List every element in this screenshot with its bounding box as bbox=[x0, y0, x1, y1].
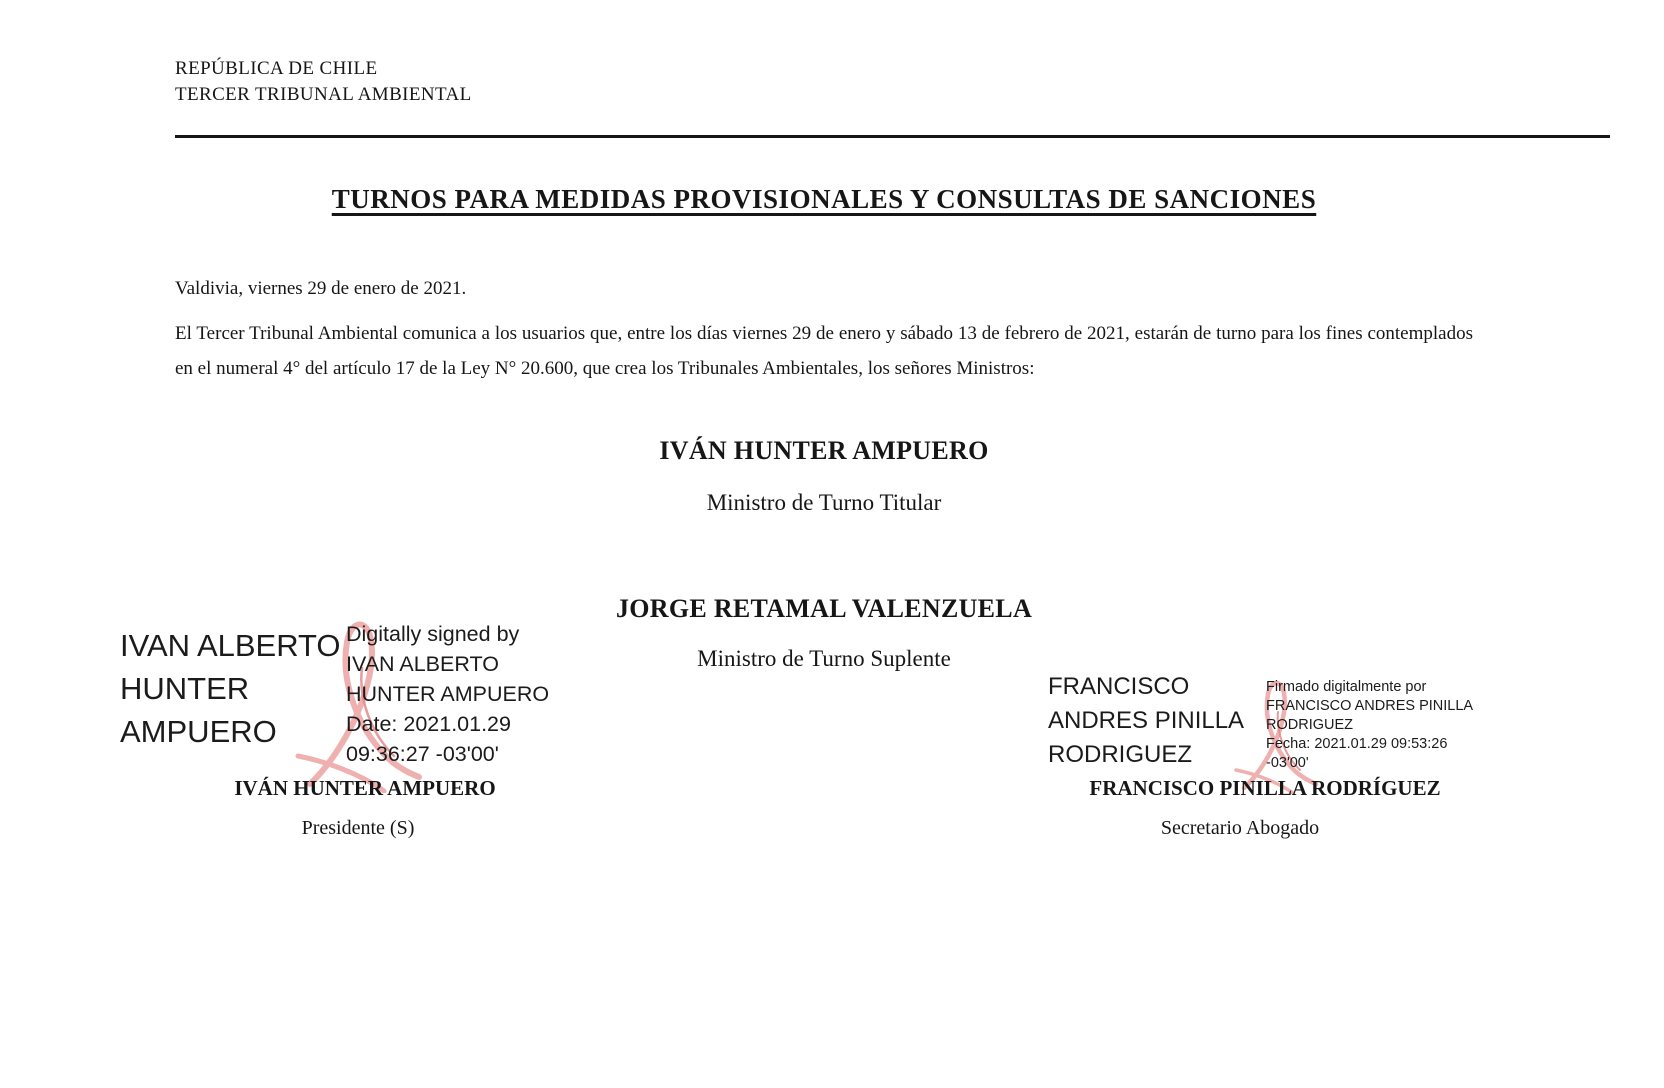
letterhead bbox=[175, 56, 472, 108]
stamp-detail-line: -03'00' bbox=[1266, 755, 1309, 771]
stamp-name-line: AMPUERO bbox=[120, 714, 277, 749]
stamp-name-line: RODRIGUEZ bbox=[1048, 741, 1192, 768]
signature-left-stamp-details bbox=[346, 619, 549, 769]
stamp-detail-line: Digitally signed by bbox=[346, 622, 520, 646]
stamp-detail-line: FRANCISCO ANDRES PINILLA bbox=[1266, 698, 1474, 714]
document-title: TURNOS PARA MEDIDAS PROVISIONALES Y CONSULTAS DE SANCIONES bbox=[331, 184, 1317, 214]
minister-titular-name: IVÁN HUNTER AMPUERO bbox=[659, 436, 989, 465]
stamp-detail-line: 09:36:27 -03'00' bbox=[346, 742, 499, 766]
body-paragraph: El Tercer Tribunal Ambiental comunica a los usuarios que, entre los días viernes 29 de enero y sábado 13 de febrero de 2021, estarán de turno para los fines contemplados en el numeral 4° del artículo 17 de la Ley N° 20.600, que crea los Tribunales Ambientales, los señores Ministros: bbox=[175, 323, 1473, 379]
stamp-detail-line: Date: 2021.01.29 bbox=[346, 712, 511, 736]
minister-suplente-name: JORGE RETAMAL VALENZUELA bbox=[615, 594, 1033, 623]
stamp-detail-line: Firmado digitalmente por bbox=[1266, 679, 1427, 695]
signature-right-printed-role: Secretario Abogado bbox=[1160, 817, 1320, 839]
stamp-name-line: ANDRES PINILLA bbox=[1048, 707, 1245, 734]
signature-right-printed-name: FRANCISCO PINILLA RODRÍGUEZ bbox=[1089, 776, 1441, 800]
minister-titular-role: Ministro de Turno Titular bbox=[706, 490, 942, 515]
stamp-detail-line: RODRIGUEZ bbox=[1266, 717, 1353, 733]
signature-right-stamp-name bbox=[1048, 670, 1244, 772]
dateline: Valdivia, viernes 29 de enero de 2021. bbox=[175, 278, 467, 299]
letterhead-institution: TERCER TRIBUNAL AMBIENTAL bbox=[175, 84, 472, 105]
stamp-detail-line: Fecha: 2021.01.29 09:53:26 bbox=[1266, 736, 1448, 752]
signature-left-printed-name: IVÁN HUNTER AMPUERO bbox=[234, 776, 496, 800]
stamp-detail-line: HUNTER AMPUERO bbox=[346, 682, 550, 706]
stamp-name-line: IVAN ALBERTO bbox=[120, 628, 341, 663]
letterhead-country: REPÚBLICA DE CHILE bbox=[175, 58, 378, 79]
signature-right-stamp-details bbox=[1266, 678, 1473, 773]
document-title-wrap bbox=[175, 184, 1473, 215]
stamp-name-line: HUNTER bbox=[120, 671, 250, 706]
signature-left-printed-role: Presidente (S) bbox=[301, 817, 415, 839]
stamp-name-line: FRANCISCO bbox=[1048, 673, 1190, 700]
minister-suplente-role: Ministro de Turno Suplente bbox=[697, 646, 951, 671]
header-divider bbox=[175, 135, 1610, 138]
stamp-detail-line: IVAN ALBERTO bbox=[346, 652, 499, 676]
